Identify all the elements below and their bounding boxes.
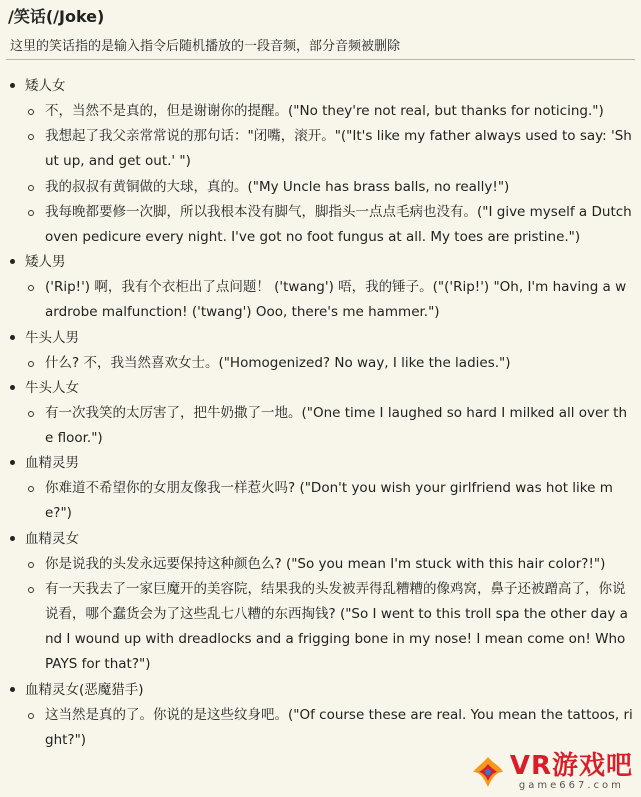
race-name: 血精灵女(恶魔猎手) [25, 681, 144, 698]
race-item [0, 376, 641, 451]
race-item [0, 451, 641, 526]
joke-list [25, 552, 641, 678]
race-name: 矮人男 [25, 254, 66, 271]
intro-text: 这里的笑话指的是输入指令后随机播放的一段音频，部分音频被删除 [10, 39, 401, 54]
joke-line: ('Rip!') 啊，我有个衣柜出了点问题！ ('twang') 唔，我的锤子。("('Rip!') "Oh, I'm having a wardrobe malfunction! ('twang') Ooo, there's me hammer.") [25, 275, 641, 325]
joke-line: 我每晚都要修一次脚，所以我根本没有脚气，脚指头一点点毛病也没有。("I give myself a Dutch oven pedicure every night. I've got no foot fungus at all. My toes are pristine.") [25, 200, 641, 250]
race-item [0, 678, 641, 753]
watermark [470, 752, 633, 791]
vr-logo-icon [470, 754, 506, 790]
race-name: 矮人女 [25, 78, 66, 94]
joke-list [25, 401, 641, 451]
race-item [0, 326, 641, 376]
race-item [0, 74, 641, 250]
race-item [0, 527, 641, 678]
joke-line: 什么? 不，我当然喜欢女士。("Homogenized? No way, I like the ladies.") [25, 351, 641, 376]
page-header [6, 0, 635, 60]
race-name: 牛头人女 [25, 379, 79, 396]
joke-list [25, 476, 641, 526]
joke-line: 你是说我的头发永远要保持这种颜色么? ("So you mean I'm stuck with this hair color?!") [25, 552, 641, 577]
joke-list [25, 99, 641, 250]
joke-line: 不，当然不是真的，但是谢谢你的提醒。("No they're not real, but thanks for noticing.") [25, 99, 641, 124]
joke-list [25, 351, 641, 376]
page-title: /笑话(/Joke) [8, 7, 105, 26]
race-list [0, 74, 641, 753]
joke-line: 有一次我笑的太厉害了，把牛奶撒了一地。("One time I laughed so hard I milked all over the floor.") [25, 401, 641, 451]
joke-line: 有一天我去了一家巨魔开的美容院，结果我的头发被弄得乱糟糟的像鸡窝，鼻子还被蹭高了，你说说看，哪个蠢货会为了这些乱七八糟的东西掏钱? ("So I went to this troll spa the other day and I wound up with dreadlocks and a frigging bone in my nose! I mean come on! Who PAYS for that?") [25, 577, 641, 678]
race-name: 牛头人男 [25, 329, 79, 346]
watermark-domain: game667.com [518, 780, 624, 791]
race-name: 血精灵女 [25, 530, 79, 547]
race-name: 血精灵男 [25, 455, 79, 472]
watermark-brand: VR游戏吧 [509, 751, 633, 781]
race-item [0, 250, 641, 325]
joke-line: 我想起了我父亲常常说的那句话："闭嘴，滚开。"("It's like my father always used to say: 'Shut up, and get out.' ") [25, 124, 641, 174]
joke-line: 这当然是真的了。你说的是这些纹身吧。("Of course these are real. You mean the tattoos, right?") [25, 703, 641, 753]
joke-line: 我的叔叔有黄铜做的大球，真的。("My Uncle has brass balls, no really!") [25, 175, 641, 200]
joke-list [25, 703, 641, 753]
joke-list [25, 275, 641, 325]
joke-line: 你难道不希望你的女朋友像我一样惹火吗? ("Don't you wish your girlfriend was hot like me?") [25, 476, 641, 526]
